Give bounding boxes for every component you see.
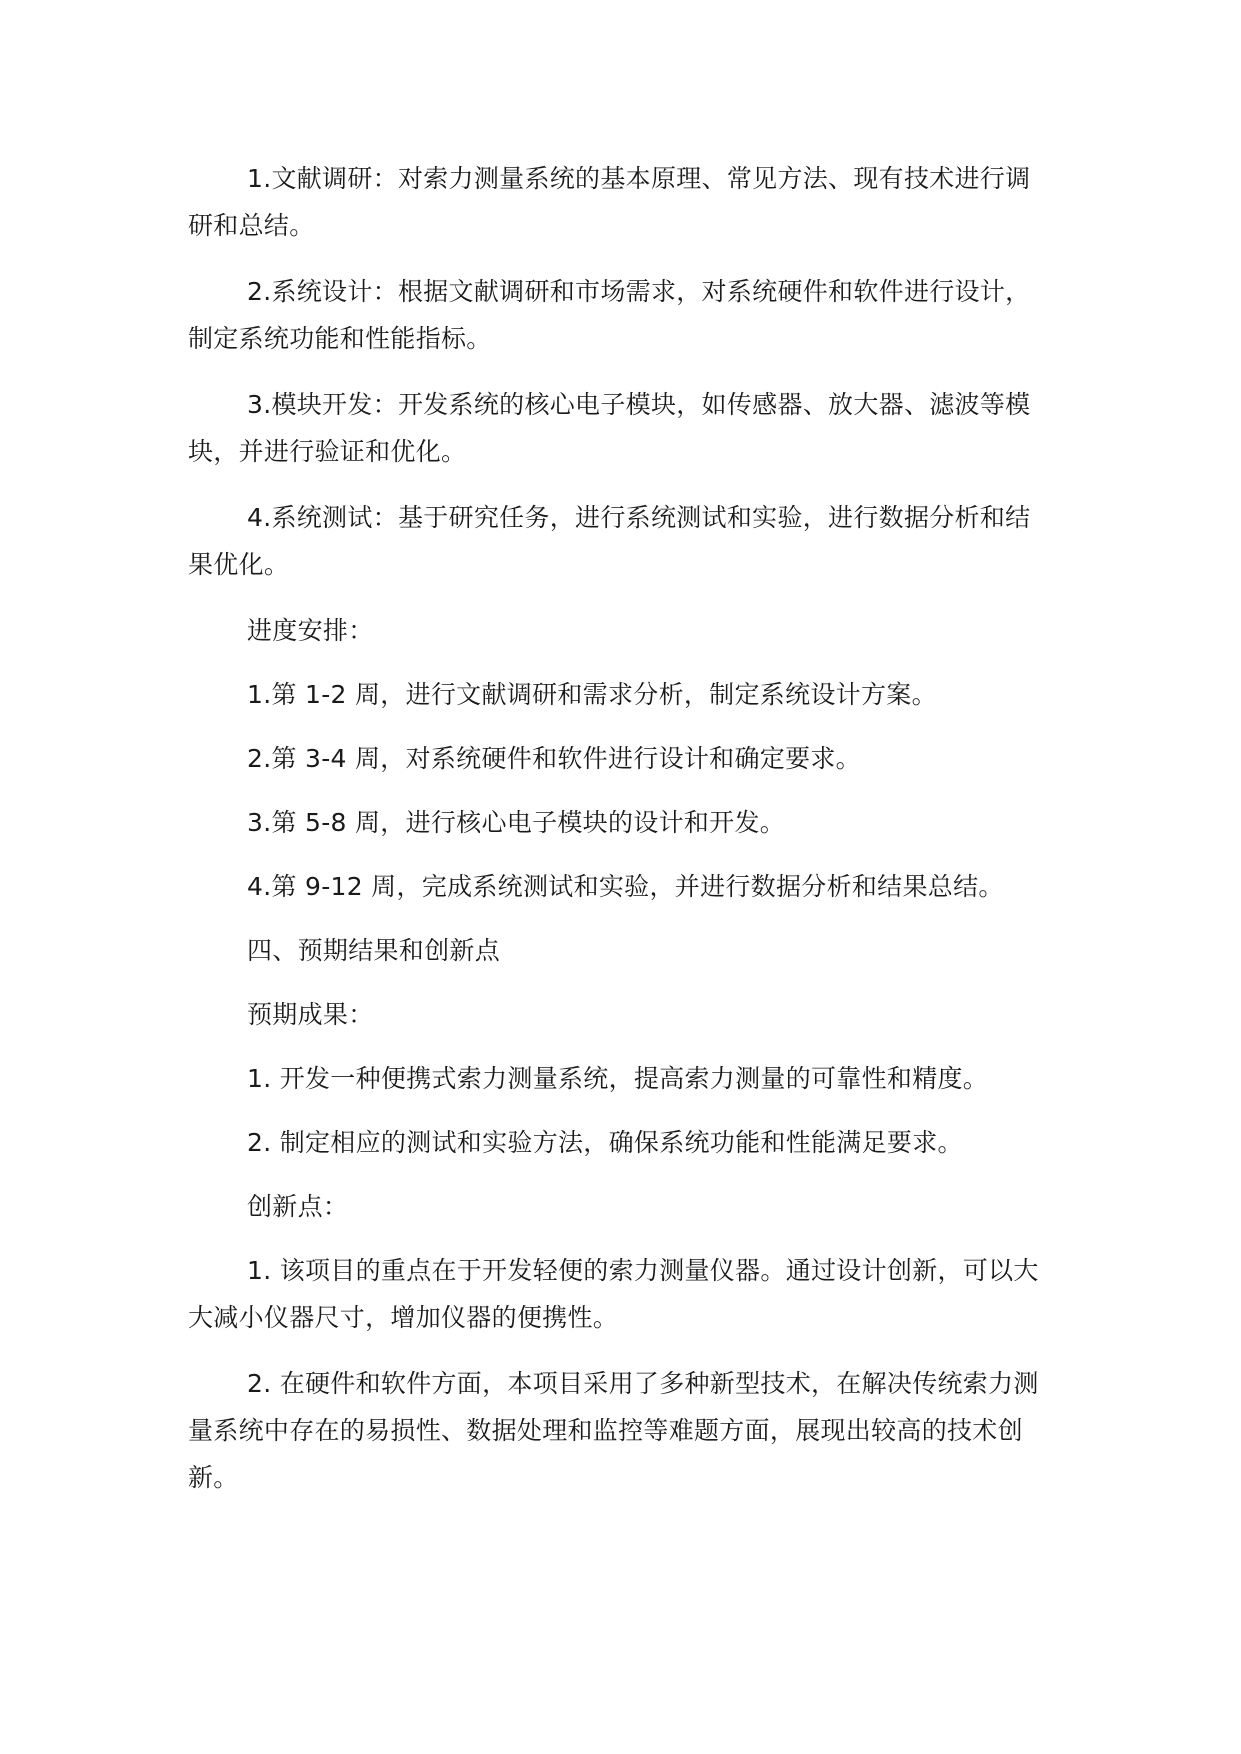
document-page [188,155,1048,1520]
schedule-item-4: 4.第 9-12 周，完成系统测试和实验，并进行数据分析和结果总结。 [247,872,1004,901]
outcome-item-2: 2. 制定相应的测试和实验方法，确保系统功能和性能满足要求。 [247,1128,963,1157]
paragraph-literature-review: 1.文献调研：对索力测量系统的基本原理、常见方法、现有技术进行调研和总结。 [188,164,1031,240]
outcome-item-1: 1. 开发一种便携式索力测量系统，提高索力测量的可靠性和精度。 [247,1064,989,1093]
schedule-item-3: 3.第 5-8 周，进行核心电子模块的设计和开发。 [247,808,786,837]
innovation-item-1: 1. 该项目的重点在于开发轻便的索力测量仪器。通过设计创新，可以大大减小仪器尺寸，增加仪器的便携性。 [188,1256,1039,1332]
paragraph-system-testing: 4.系统测试：基于研究任务，进行系统测试和实验，进行数据分析和结果优化。 [188,503,1031,579]
schedule-item-1: 1.第 1-2 周，进行文献调研和需求分析，制定系统设计方案。 [247,680,937,709]
heading-expected-outcomes: 预期成果： [247,1000,374,1029]
paragraph-system-design: 2.系统设计：根据文献调研和市场需求，对系统硬件和软件进行设计，制定系统功能和性能指标。 [188,277,1031,353]
innovation-item-2: 2. 在硬件和软件方面，本项目采用了多种新型技术，在解决传统索力测量系统中存在的易损性、数据处理和监控等难题方面，展现出较高的技术创新。 [188,1369,1039,1492]
heading-innovations: 创新点： [247,1192,349,1221]
schedule-item-2: 2.第 3-4 周，对系统硬件和软件进行设计和确定要求。 [247,744,861,773]
heading-schedule: 进度安排： [247,616,374,645]
section-heading-expected-results: 四、预期结果和创新点 [247,936,501,965]
paragraph-module-development: 3.模块开发：开发系统的核心电子模块，如传感器、放大器、滤波等模块，并进行验证和优化。 [188,390,1031,466]
